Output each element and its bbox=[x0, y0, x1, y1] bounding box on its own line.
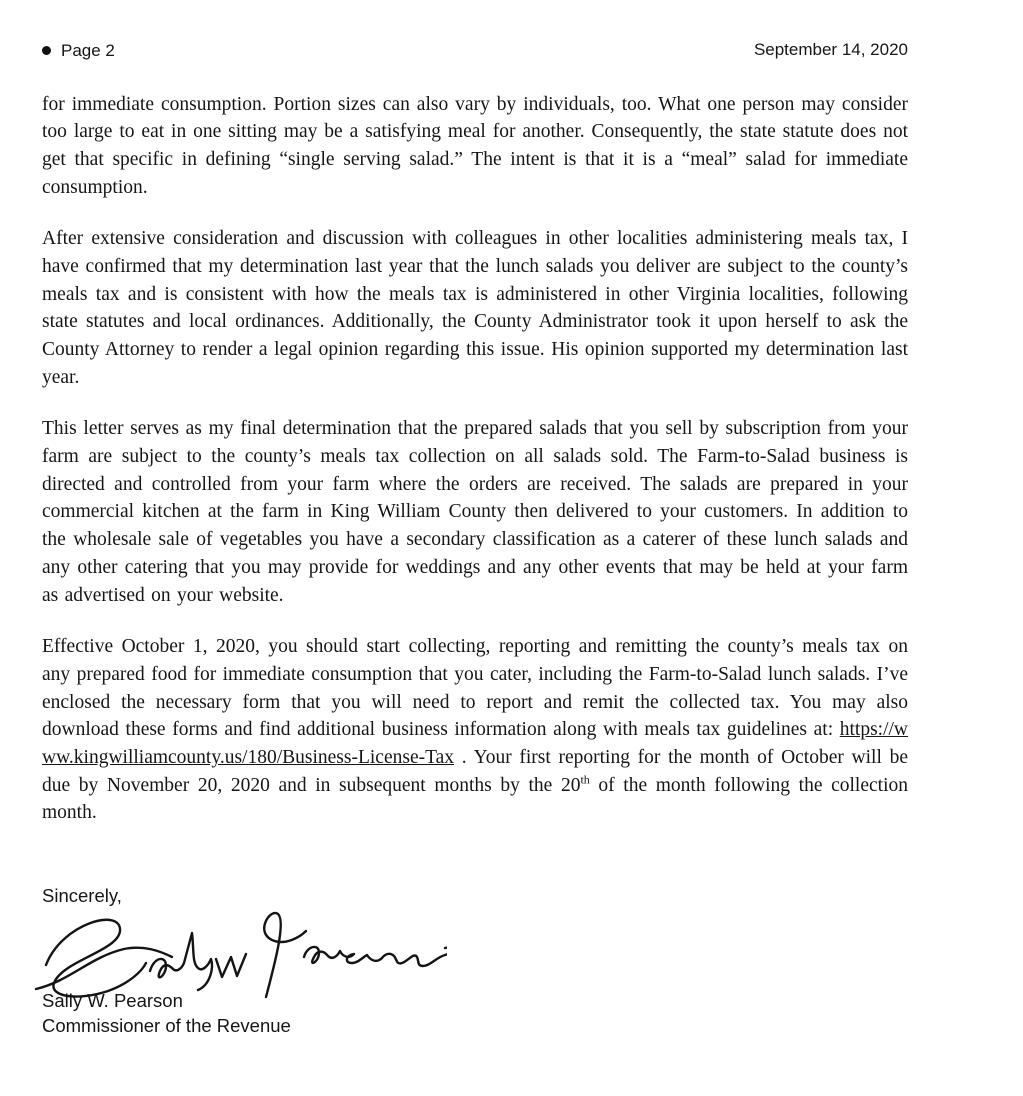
paragraph-text: . Your first reporting for the month of October will be due by November 20, 2020 and in subsequent months by the 20 bbox=[42, 746, 908, 796]
closing-block bbox=[42, 885, 908, 1039]
page-number-label bbox=[42, 41, 115, 61]
signer-name: Sally W. Pearson bbox=[42, 990, 183, 1011]
body-paragraph: This letter serves as my final determination that the prepared salads that you sell by subscription from your farm are subject to the county’s meals tax collection on all salads sold. The Farm-to-Salad business is directed and controlled from your farm where the orders are received. The salads are prepared in your commercial kitchen at the farm in King William County then delivered to your customers. In addition to the wholesale sale of vegetables you have a secondary classification as a caterer of these lunch salads and any other catering that you may provide for weddings and any other events that may be held at your farm as advertised on your website. bbox=[42, 418, 908, 606]
body-paragraph: for immediate consumption. Portion sizes can also vary by individuals, too. What one person may consider too large to eat in one sitting may be a satisfying meal for another. Consequently, the state statute does not get that specific in defining “single serving salad.” The intent is that it is a “meal” salad for immediate consumption. bbox=[42, 93, 908, 198]
body-paragraph bbox=[42, 633, 908, 827]
letter-header bbox=[42, 40, 908, 61]
paragraph-text: Effective October 1, 2020, you should start collecting, reporting and remitting the county’s meals tax on any prepared food for immediate consumption that you cater, including the Farm-to-Salad lunch salads. I’ve enclosed the necessary form that you will need to report and remit the collected tax. You may also download these forms and find additional business information along with meals tax guidelines at: bbox=[42, 636, 908, 741]
bullet-icon bbox=[42, 46, 51, 55]
page-number-text: Page 2 bbox=[61, 40, 115, 60]
signer-title: Commissioner of the Revenue bbox=[42, 1014, 291, 1036]
paragraph-text: of the month following the collection month. bbox=[42, 774, 908, 824]
letter-date: September 14, 2020 bbox=[753, 40, 908, 59]
valediction: Sincerely, bbox=[42, 885, 122, 906]
business-license-tax-link[interactable]: https://www.kingwilliamcounty.us/180/Business-License-Tax bbox=[42, 719, 908, 768]
letter-body bbox=[42, 91, 908, 828]
ordinal-superscript: th bbox=[580, 772, 590, 787]
body-paragraph: After extensive consideration and discussion with colleagues in other localities administering meals tax, I have confirmed that my determination last year that the lunch salads you deliver are subject to the county’s meals tax and is consistent with how the meals tax is administered in other Virginia localities, following state statutes and local ordinances. Additionally, the County Administrator took it upon herself to ask the County Attorney to render a legal opinion regarding this issue. His opinion supported my determination last year. bbox=[42, 228, 908, 388]
